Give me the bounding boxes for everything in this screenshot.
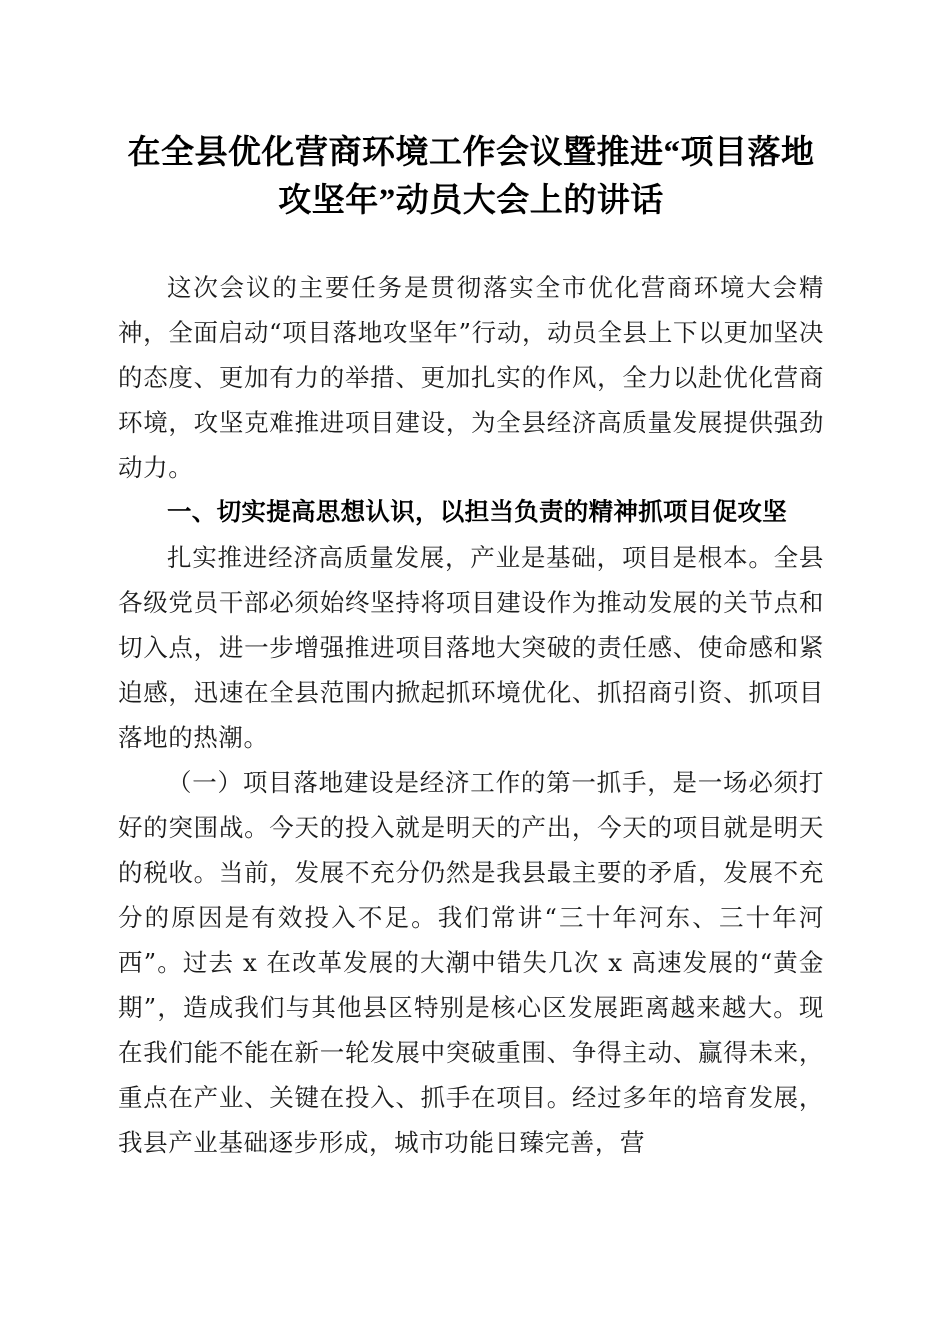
paragraph-subsection-one: （一）项目落地建设是经济工作的第一抓手，是一场必须打好的突围战。今天的投入就是明天的产出，今天的项目就是明天的税收。当前，发展不充分仍然是我县最主要的矛盾，发展不充分的原因是有效投入不足。我们常讲“三十年河东、三十年河西”。过去 x 在改革发展的大潮中错失几次 x 高速发展的“黄金期”，造成我们与其他县区特别是核心区发展距离越来越大。现在我们能不能在新一轮发展中突破重围、争得主动、赢得未来，重点在产业、关键在投入、抓手在项目。经过多年的培育发展，我县产业基础逐步形成，城市功能日臻完善，营 xyxy=(118,768,824,1157)
section-heading-one: 一、切实提高思想认识，以担当负责的精神抓项目促攻坚 xyxy=(167,499,787,526)
paragraph-intro: 这次会议的主要任务是贯彻落实全市优化营商环境大会精神，全面启动“项目落地攻坚年”行动，动员全县上下以更加坚决的态度、更加有力的举措、更加扎实的作风，全力以赴优化营商环境，攻坚克难推进项目建设，为全县经济高质量发展提供强劲动力。 xyxy=(118,273,824,482)
document-title: 在全县优化营商环境工作会议暨推进“项目落地攻坚年”动员大会上的讲话 xyxy=(127,135,815,219)
document-content xyxy=(118,0,824,1165)
paragraph-section-one-body: 扎实推进经济高质量发展，产业是基础，项目是根本。全县各级党员干部必须始终坚持将项目建设作为推动发展的关节点和切入点，进一步增强推进项目落地大突破的责任感、使命感和紧迫感，迅速在全县范围内掀起抓环境优化、抓招商引资、抓项目落地的热潮。 xyxy=(118,543,824,752)
